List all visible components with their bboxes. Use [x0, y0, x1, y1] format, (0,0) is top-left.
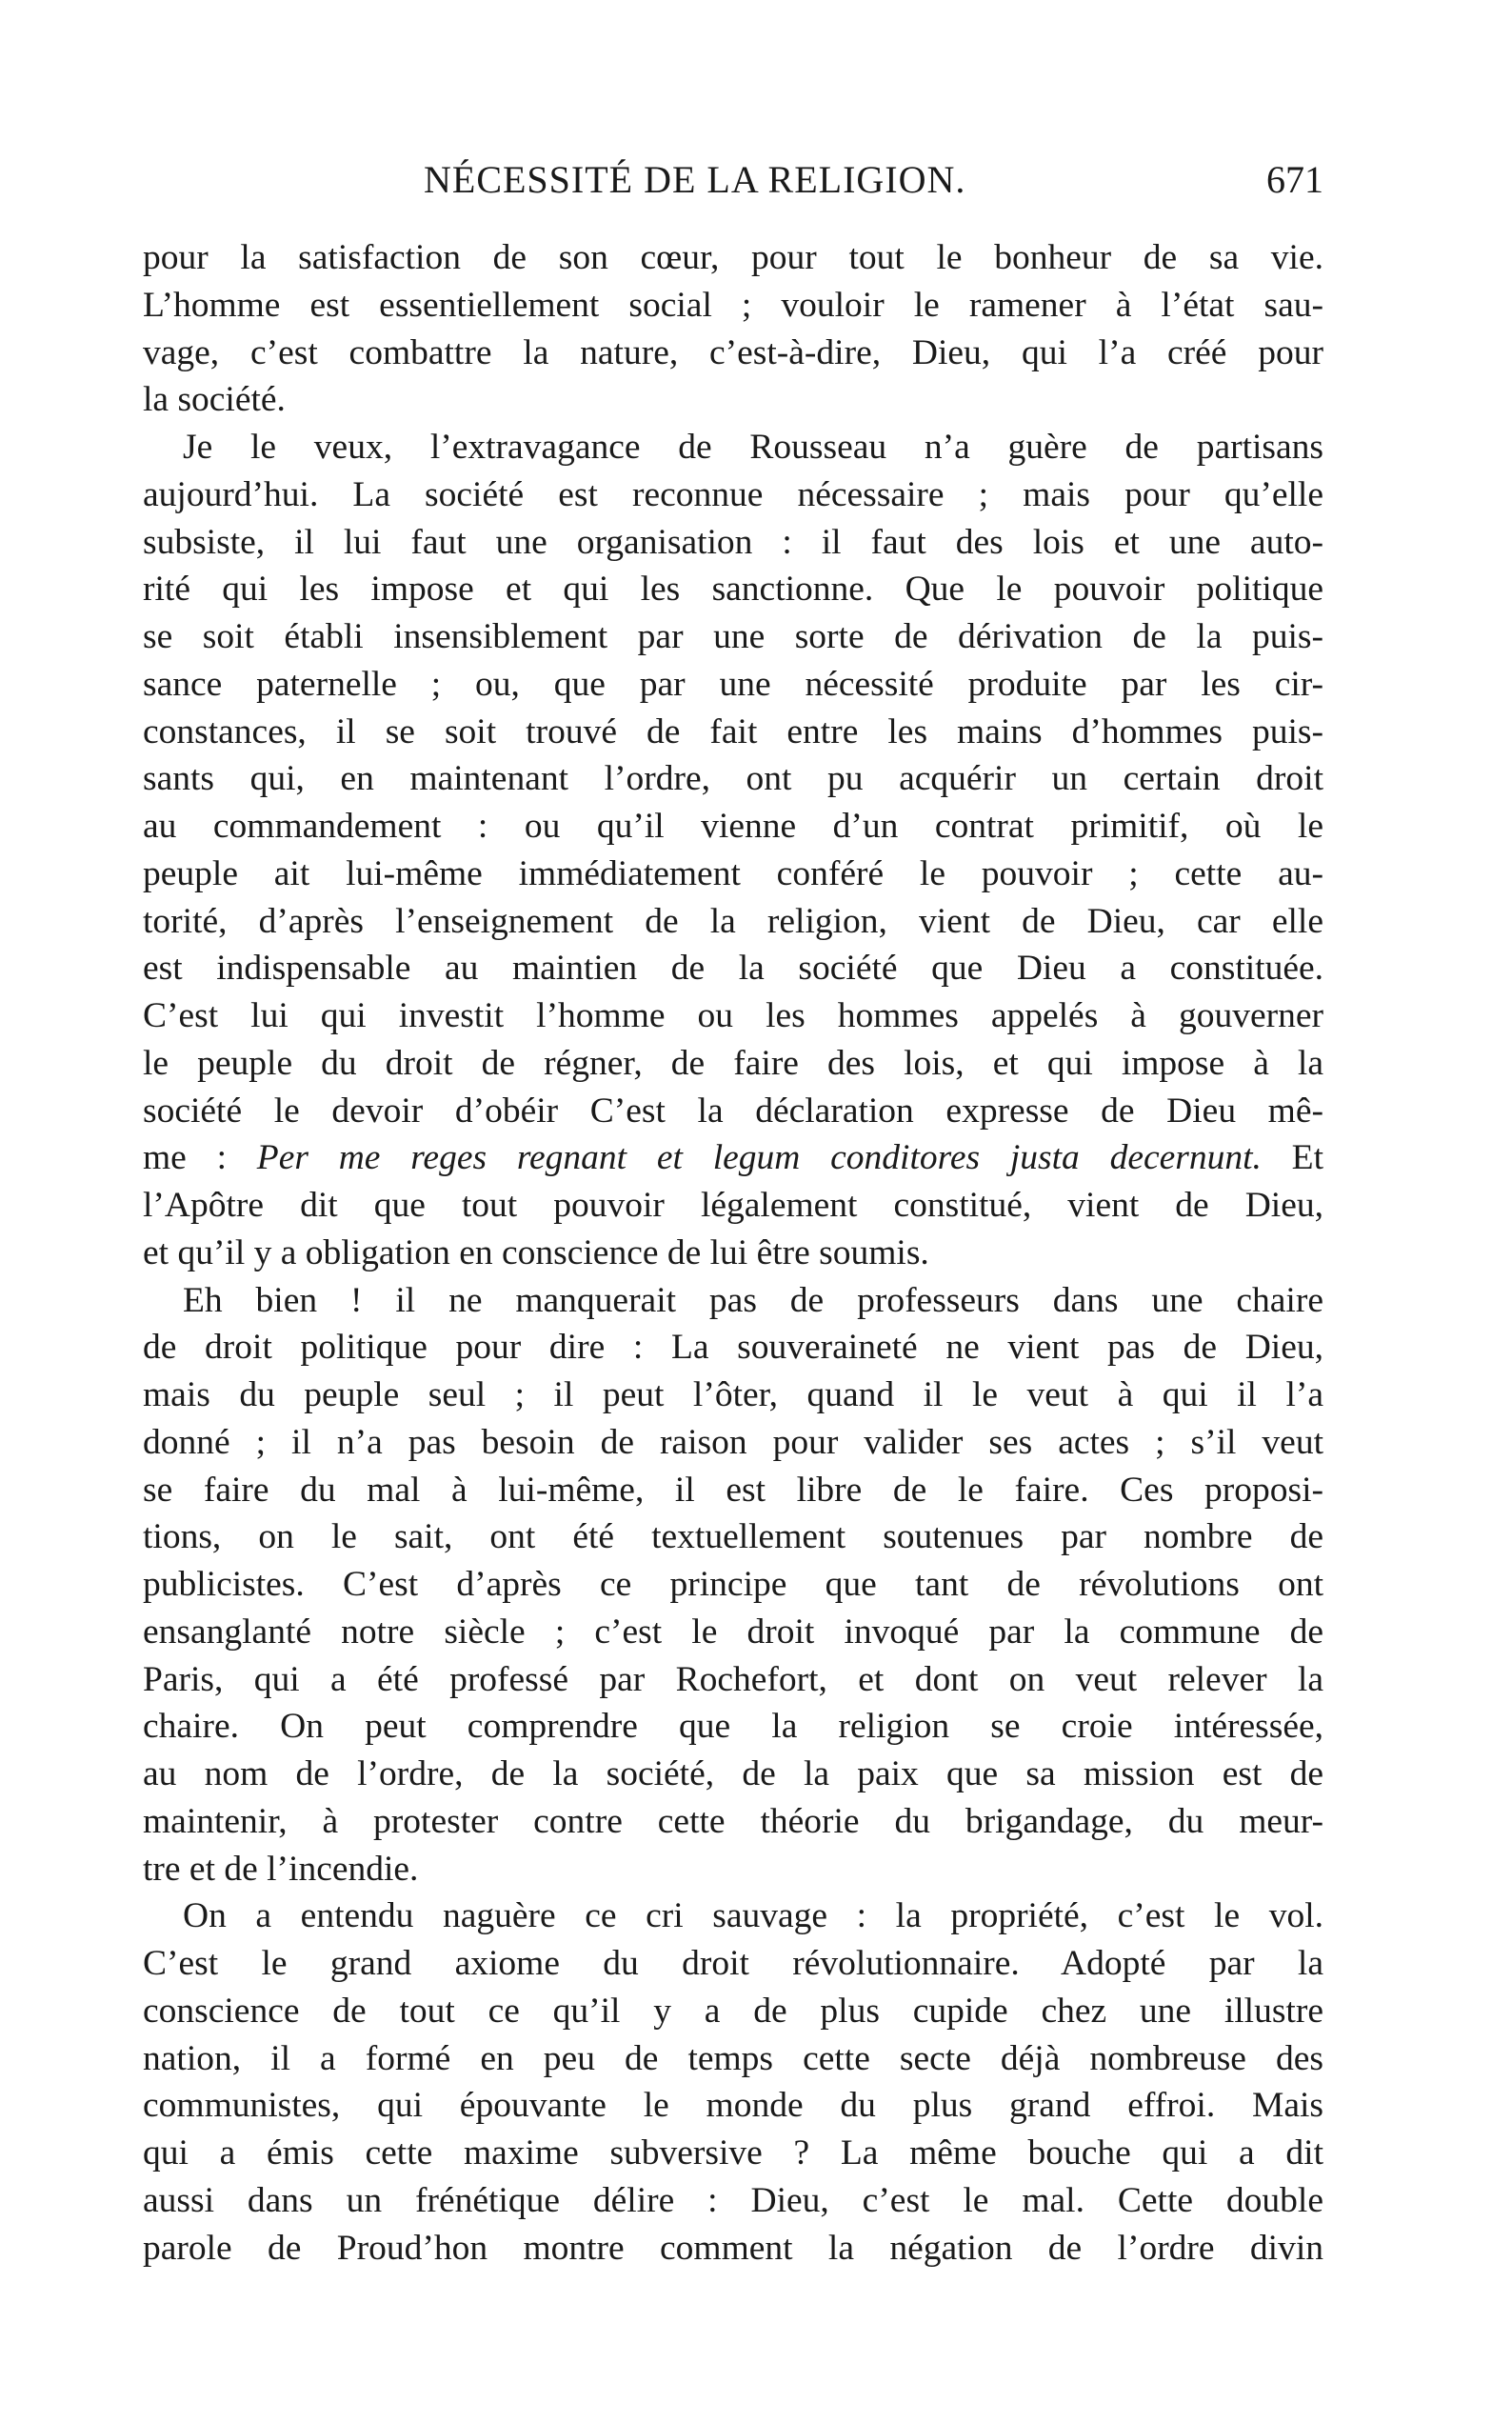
- text-line: l’Apôtre dit que tout pouvoir légalement constitué, vient de Dieu,: [143, 1186, 1323, 1225]
- text-line: et qu’il y a obligation en conscience de lui être soumis.: [143, 1232, 929, 1272]
- text-line: peuple ait lui-même immédiatement conféré le pouvoir ; cette au-: [143, 853, 1323, 893]
- text-line: vage, c’est combattre la nature, c’est-à-dire, Dieu, qui l’a créé pour: [143, 332, 1323, 372]
- text-line: C’est lui qui investit l’homme ou les hommes appelés à gouverner: [143, 996, 1323, 1035]
- paragraph-start-line: Eh bien ! il ne manquerait pas de professeurs dans une chaire: [183, 1280, 1323, 1320]
- text-line: torité, d’après l’enseignement de la religion, vient de Dieu, car elle: [143, 901, 1323, 941]
- text-line: se faire du mal à lui-même, il est libre de le faire. Ces proposi-: [143, 1470, 1323, 1510]
- paragraph-start-line: Je le veux, l’extravagance de Rousseau n’a guère de partisans: [183, 428, 1323, 467]
- text-line: au commandement : ou qu’il vienne d’un contrat primitif, où le: [143, 807, 1323, 846]
- line-prefix: me :: [143, 1138, 257, 1178]
- line-suffix: Et: [1261, 1138, 1323, 1178]
- text-line: conscience de tout ce qu’il y a de plus cupide chez une illustre: [143, 1991, 1323, 2031]
- body-text: [143, 234, 1323, 2272]
- text-line: maintenir, à protester contre cette théorie du brigandage, du meur-: [143, 1801, 1323, 1841]
- text-line: Paris, qui a été professé par Rochefort, et dont on veut relever la: [143, 1659, 1323, 1699]
- text-line: publicistes. C’est d’après ce principe que tant de révolutions ont: [143, 1565, 1323, 1604]
- text-line: au nom de l’ordre, de la société, de la paix que sa mission est de: [143, 1754, 1323, 1793]
- text-line: tions, on le sait, ont été textuellement soutenues par nombre de: [143, 1517, 1323, 1557]
- paragraph-start-line: On a entendu naguère ce cri sauvage : la propriété, c’est le vol.: [183, 1896, 1323, 1936]
- text-line: constances, il se soit trouvé de fait entre les mains d’hommes puis-: [143, 711, 1323, 751]
- text-line: C’est le grand axiome du droit révolutionnaire. Adopté par la: [143, 1944, 1323, 1983]
- text-line: qui a émis cette maxime subversive ? La même bouche qui a dit: [143, 2133, 1323, 2173]
- text-line: donné ; il n’a pas besoin de raison pour valider ses actes ; s’il veut: [143, 1422, 1323, 1462]
- text-line: rité qui les impose et qui les sanctionne. Que le pouvoir politique: [143, 570, 1323, 610]
- running-title: NÉCESSITÉ DE LA RELIGION.: [424, 158, 966, 201]
- text-line: mais du peuple seul ; il peut l’ôter, quand il le veut à qui il l’a: [143, 1375, 1323, 1414]
- text-line: subsiste, il lui faut une organisation : il faut des lois et une auto-: [143, 522, 1323, 562]
- text-line: nation, il a formé en peu de temps cette secte déjà nombreuse des: [143, 2038, 1323, 2078]
- latin-quote-line: [143, 1134, 1323, 1182]
- text-line: chaire. On peut comprendre que la religion se croie intéressée,: [143, 1707, 1323, 1747]
- text-line: pour la satisfaction de son cœur, pour tout le bonheur de sa vie.: [143, 238, 1323, 277]
- text-line: est indispensable au maintien de la société que Dieu a constituée.: [143, 949, 1323, 989]
- text-line: communistes, qui épouvante le monde du plus grand effroi. Mais: [143, 2086, 1323, 2126]
- text-line: le peuple du droit de régner, de faire des lois, et qui impose à la: [143, 1043, 1323, 1083]
- text-line: parole de Proud’hon montre comment la négation de l’ordre divin: [143, 2228, 1323, 2268]
- text-line: aujourd’hui. La société est reconnue nécessaire ; mais pour qu’elle: [143, 474, 1323, 514]
- page-number: 671: [1266, 158, 1323, 201]
- text-line: se soit établi insensiblement par une sorte de dérivation de la puis-: [143, 617, 1323, 656]
- text-line: ensanglanté notre siècle ; c’est le droit invoqué par la commune de: [143, 1612, 1323, 1652]
- text-line: de droit politique pour dire : La souveraineté ne vient pas de Dieu,: [143, 1328, 1323, 1368]
- text-line: sance paternelle ; ou, que par une nécessité produite par les cir-: [143, 664, 1323, 704]
- running-header: [143, 157, 1323, 205]
- text-line: la société.: [143, 380, 286, 420]
- latin-quotation: Per me reges regnant et legum conditores justa decernunt.: [256, 1138, 1262, 1178]
- text-line: L’homme est essentiellement social ; vouloir le ramener à l’état sau-: [143, 285, 1323, 325]
- text-line: société le devoir d’obéir C’est la déclaration expresse de Dieu mê-: [143, 1091, 1323, 1131]
- text-line: aussi dans un frénétique délire : Dieu, c’est le mal. Cette double: [143, 2180, 1323, 2220]
- text-line: sants qui, en maintenant l’ordre, ont pu acquérir un certain droit: [143, 759, 1323, 799]
- text-line: tre et de l’incendie.: [143, 1849, 419, 1889]
